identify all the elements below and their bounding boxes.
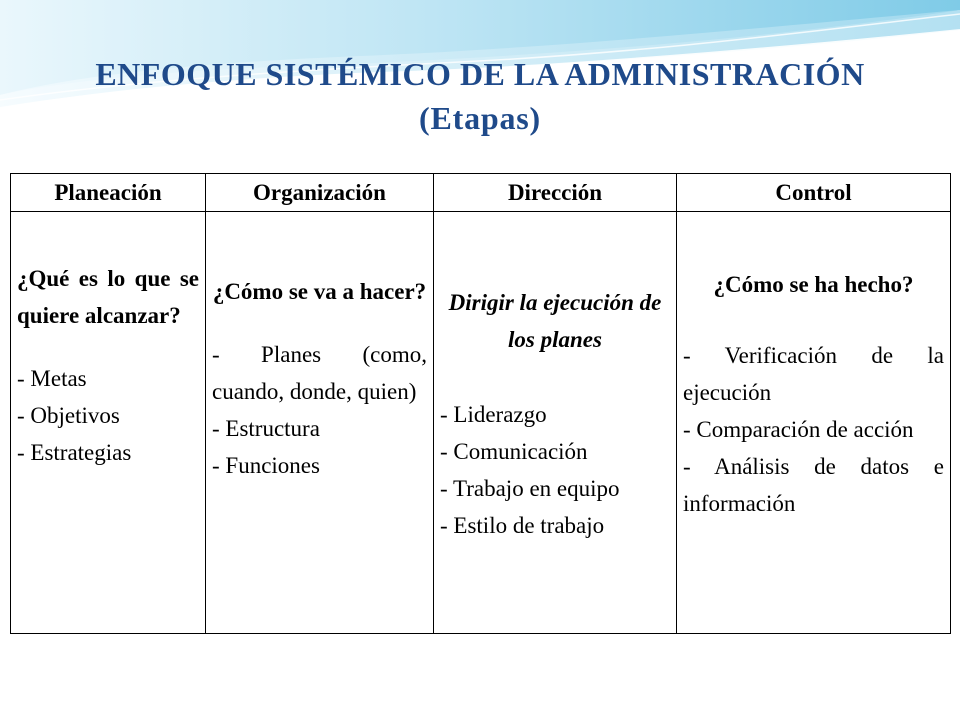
list-item: - Trabajo en equipo xyxy=(440,476,620,501)
items-organizacion xyxy=(212,336,427,484)
question-organizacion: ¿Cómo se va a hacer? xyxy=(212,279,427,304)
header-planeacion: Planeación xyxy=(11,174,206,212)
table-header-row xyxy=(11,174,951,212)
stages-table xyxy=(10,173,951,634)
question-direccion: Dirigir la ejecución de los planes xyxy=(448,290,662,352)
list-item: - Funciones xyxy=(212,453,320,478)
items-control xyxy=(683,337,944,522)
cell-organizacion xyxy=(206,212,434,634)
list-item: - Verificación de la ejecución xyxy=(683,343,944,405)
list-item: - Estilo de trabajo xyxy=(440,513,605,538)
header-control: Control xyxy=(677,174,951,212)
cell-control xyxy=(677,212,951,634)
list-item: - Liderazgo xyxy=(440,402,547,427)
items-direccion xyxy=(440,396,670,544)
list-item: - Metas xyxy=(17,366,87,391)
list-item: - Comparación de acción xyxy=(683,417,914,442)
cell-direccion xyxy=(434,212,677,634)
items-planeacion xyxy=(17,360,199,471)
header-direccion: Dirección xyxy=(434,174,677,212)
question-control: ¿Cómo se ha hecho? xyxy=(713,272,914,297)
list-item: - Estrategias xyxy=(17,440,132,465)
question-planeacion: ¿Qué es lo que se quiere alcanzar? xyxy=(17,266,199,328)
list-item: - Planes (como, cuando, donde, quien) xyxy=(212,342,427,404)
list-item: - Objetivos xyxy=(17,403,120,428)
slide-title-line1: ENFOQUE SISTÉMICO DE LA ADMINISTRACIÓN xyxy=(95,56,865,92)
header-organizacion: Organización xyxy=(206,174,434,212)
slide-title-line2: (Etapas) xyxy=(419,100,541,136)
list-item: - Comunicación xyxy=(440,439,588,464)
cell-planeacion xyxy=(11,212,206,634)
table-row xyxy=(11,212,951,634)
list-item: - Análisis de datos e información xyxy=(683,454,944,516)
list-item: - Estructura xyxy=(212,416,320,441)
slide-title xyxy=(0,52,960,140)
